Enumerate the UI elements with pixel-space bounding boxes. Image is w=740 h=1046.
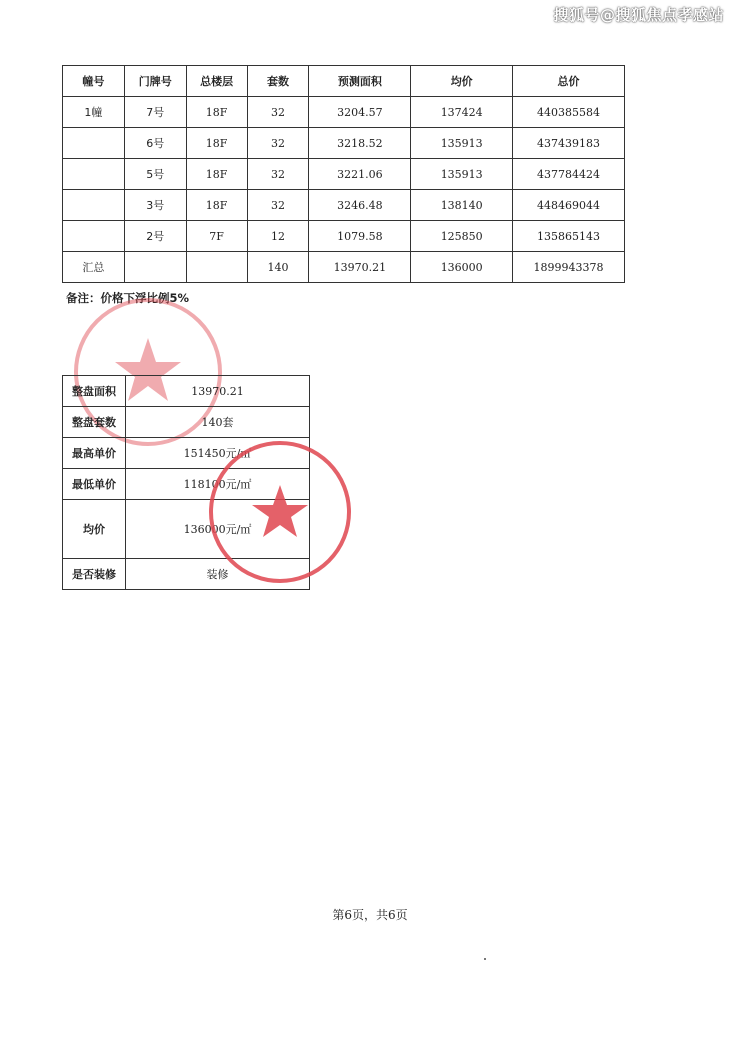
table-row (63, 190, 625, 221)
table-row (63, 159, 625, 190)
summary-value: 136000元/㎡ (126, 500, 310, 559)
summary-label: 是否装修 (63, 559, 126, 590)
table-header-row (63, 66, 625, 97)
header-floors: 总楼层 (186, 66, 247, 97)
header-door: 门牌号 (124, 66, 186, 97)
cell-area: 3204.57 (309, 97, 411, 128)
cell-units: 32 (247, 159, 309, 190)
company-seal-icon (205, 437, 355, 587)
cell-total-price: 1899943378 (513, 252, 625, 283)
cell-door (124, 252, 186, 283)
cell-area: 3221.06 (309, 159, 411, 190)
cell-avg-price: 125850 (411, 221, 513, 252)
summary-row (63, 376, 310, 407)
cell-units: 140 (247, 252, 309, 283)
summary-label: 均价 (63, 500, 126, 559)
cell-floors: 18F (186, 190, 247, 221)
cell-door: 2号 (124, 221, 186, 252)
cell-avg-price: 138140 (411, 190, 513, 221)
summary-value: 140套 (126, 407, 310, 438)
table-total-row (63, 252, 625, 283)
cell-building: 1幢 (63, 97, 125, 128)
summary-value: 118100元/㎡ (126, 469, 310, 500)
cell-door: 5号 (124, 159, 186, 190)
cell-avg-price: 135913 (411, 128, 513, 159)
summary-value: 装修 (126, 559, 310, 590)
cell-floors: 18F (186, 97, 247, 128)
cell-units: 32 (247, 128, 309, 159)
cell-door: 7号 (124, 97, 186, 128)
cell-total-price: 437439183 (513, 128, 625, 159)
cell-building (63, 190, 125, 221)
cell-area: 1079.58 (309, 221, 411, 252)
cell-building (63, 221, 125, 252)
summary-label: 最高单价 (63, 438, 126, 469)
cell-building (63, 159, 125, 190)
pricing-table (62, 65, 625, 283)
table-row (63, 221, 625, 252)
summary-label: 整盘面积 (63, 376, 126, 407)
cell-avg-price: 135913 (411, 159, 513, 190)
header-area: 预测面积 (309, 66, 411, 97)
cell-floors: 18F (186, 128, 247, 159)
cell-area: 3246.48 (309, 190, 411, 221)
summary-row (63, 407, 310, 438)
table-row (63, 128, 625, 159)
cell-units: 12 (247, 221, 309, 252)
cell-avg-price: 137424 (411, 97, 513, 128)
header-avg-price: 均价 (411, 66, 513, 97)
cell-units: 32 (247, 97, 309, 128)
summary-label: 整盘套数 (63, 407, 126, 438)
watermark: 搜狐号@搜狐焦点孝感站 (553, 6, 724, 24)
cell-total-price: 135865143 (513, 221, 625, 252)
summary-value: 13970.21 (126, 376, 310, 407)
cell-floors (186, 252, 247, 283)
cell-building (63, 128, 125, 159)
cell-door: 3号 (124, 190, 186, 221)
page-footer: 第6页，共6页 (332, 908, 408, 922)
cell-units: 32 (247, 190, 309, 221)
cell-floors: 7F (186, 221, 247, 252)
summary-label: 最低单价 (63, 469, 126, 500)
cell-total-price: 440385584 (513, 97, 625, 128)
scan-speck (484, 958, 486, 960)
summary-value: 151450元/㎡ (126, 438, 310, 469)
cell-total-label: 汇总 (63, 252, 125, 283)
cell-door: 6号 (124, 128, 186, 159)
header-building: 幢号 (63, 66, 125, 97)
note: 备注：价格下浮比例5% (66, 291, 190, 305)
cell-area: 13970.21 (309, 252, 411, 283)
cell-floors: 18F (186, 159, 247, 190)
cell-total-price: 437784424 (513, 159, 625, 190)
header-total-price: 总价 (513, 66, 625, 97)
cell-avg-price: 136000 (411, 252, 513, 283)
cell-total-price: 448469044 (513, 190, 625, 221)
cell-area: 3218.52 (309, 128, 411, 159)
header-units: 套数 (247, 66, 309, 97)
table-row (63, 97, 625, 128)
